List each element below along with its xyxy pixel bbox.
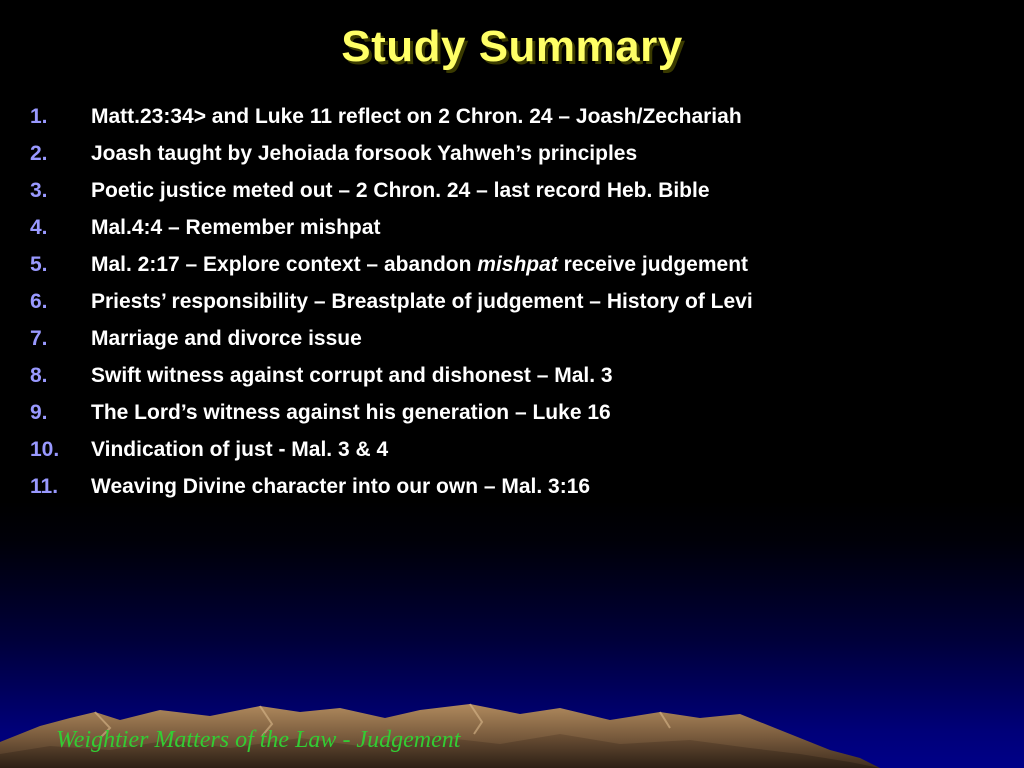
list-item-number: 6.: [30, 290, 48, 313]
list-item-number: 3.: [30, 179, 48, 202]
list-item: [30, 357, 1010, 394]
list-item: [30, 98, 1010, 135]
list-item-number: 9.: [30, 401, 48, 424]
list-item: [30, 320, 1010, 357]
list-item-number: 7.: [30, 327, 48, 350]
list-item: [30, 135, 1010, 172]
list-item-text-emphasis: mishpat: [477, 253, 558, 276]
list-item-number: 2.: [30, 142, 48, 165]
list-item-number: 4.: [30, 216, 48, 239]
list-item-number: 8.: [30, 364, 48, 387]
list-item-text: Vindication of just - Mal. 3 & 4: [91, 438, 389, 461]
list-item: [30, 431, 1010, 468]
list-item-text: Mal.4:4 – Remember mishpat: [91, 216, 381, 239]
list-item: [30, 209, 1010, 246]
list-item-text-after: receive judgement: [557, 253, 749, 276]
list-item-text: Swift witness against corrupt and dishonest – Mal. 3: [91, 364, 613, 387]
list-item: [30, 468, 1010, 505]
list-item-text: The Lord’s witness against his generation – Luke 16: [91, 401, 611, 424]
list-item: [30, 283, 1010, 320]
list-item-text: Marriage and divorce issue: [91, 327, 362, 350]
list-item-text: Matt.23:34> and Luke 11 reflect on 2 Chron. 24 – Joash/Zechariah: [91, 105, 742, 128]
summary-list: [30, 98, 1010, 505]
list-item-text: Poetic justice meted out – 2 Chron. 24 – last record Heb. Bible: [91, 179, 710, 202]
list-item: [30, 394, 1010, 431]
list-item-text: Priests’ responsibility – Breastplate of judgement – History of Levi: [91, 290, 753, 313]
list-item: [30, 172, 1010, 209]
list-item-text: Weaving Divine character into our own – Mal. 3:16: [91, 475, 591, 498]
list-item-number: 11.: [30, 475, 59, 498]
list-item-text: Joash taught by Jehoiada forsook Yahweh’s principles: [91, 142, 638, 165]
list-item-number: 10.: [30, 438, 60, 461]
list-item-number: 1.: [30, 105, 48, 128]
slide-footer: Weightier Matters of the Law - Judgement: [56, 727, 461, 753]
list-item-text-before: Mal. 2:17 – Explore context – abandon: [91, 253, 478, 276]
list-item-number: 5.: [30, 253, 48, 276]
slide-title: Study Summary: [341, 22, 683, 71]
list-item: [30, 246, 1010, 283]
